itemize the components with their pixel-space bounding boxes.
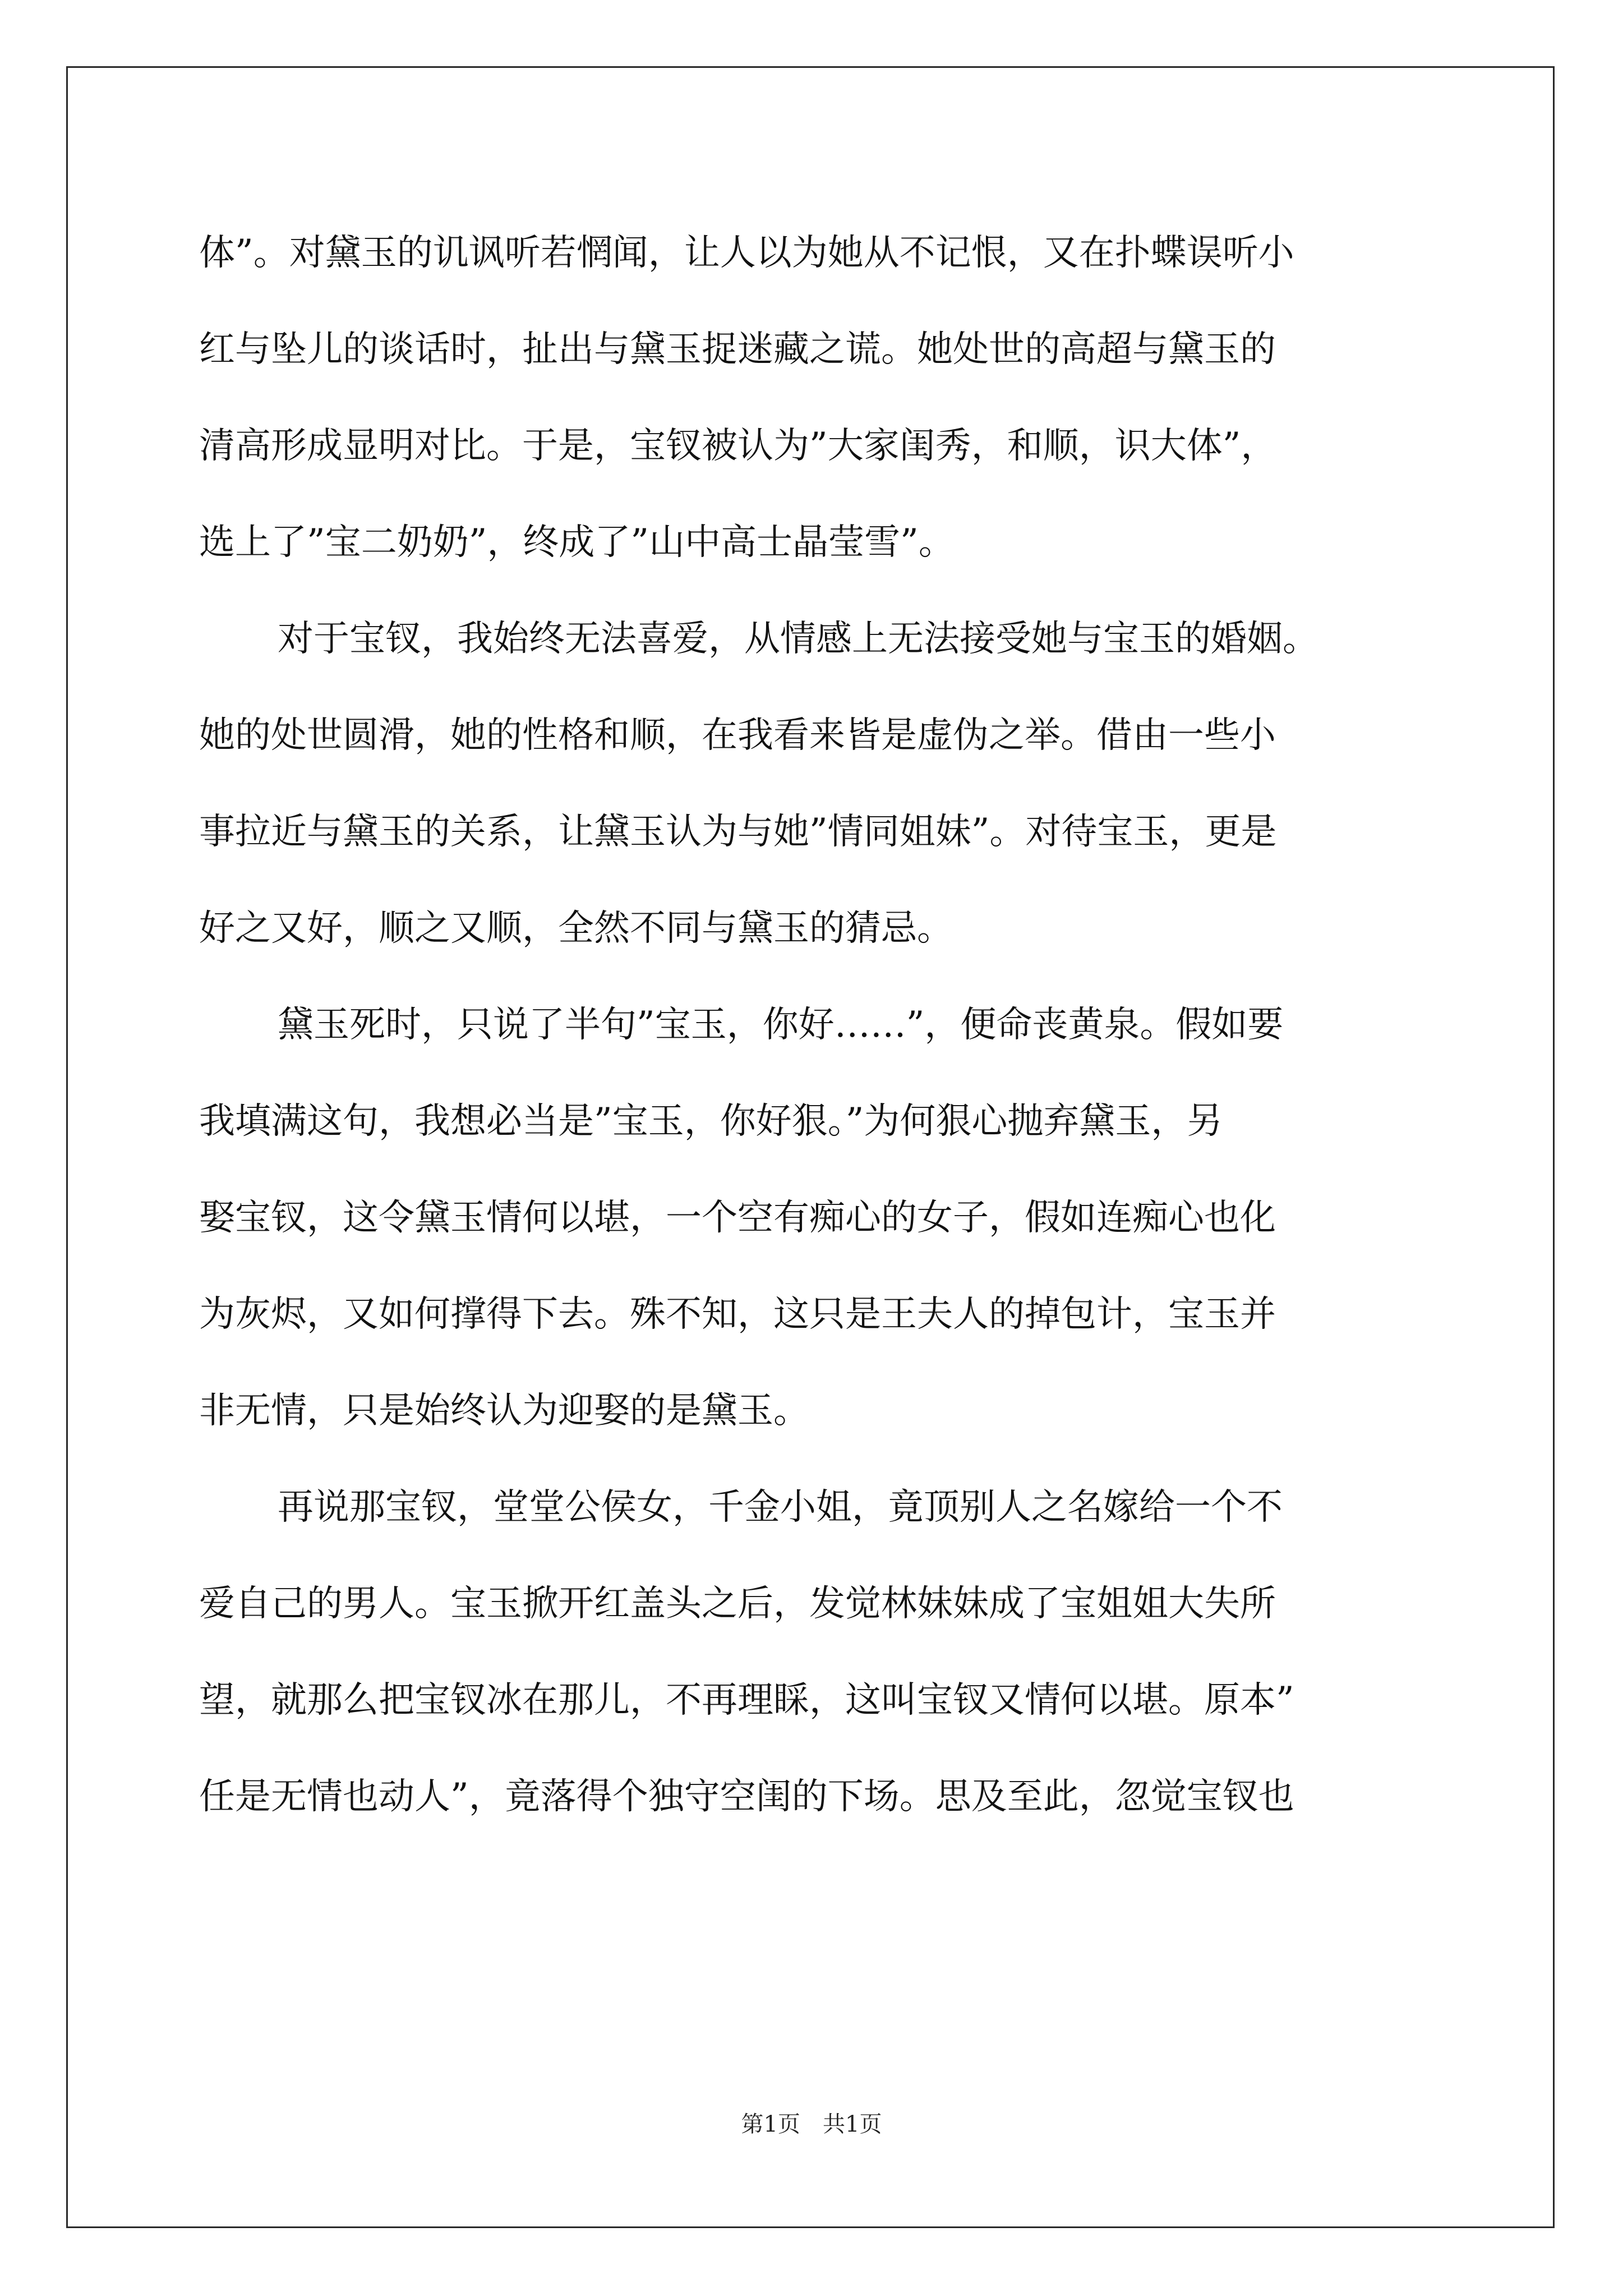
text-line: 为灰烬，又如何撑得下去。殊不知，这只是王夫人的掉包计，宝玉并	[199, 1294, 1276, 1335]
paragraph-1	[199, 205, 1427, 591]
text-line: 娶宝钗，这令黛玉情何以堪，一个空有痴心的女子，假如连痴心也化	[199, 1197, 1276, 1239]
paragraph-3	[199, 977, 1427, 1459]
text-line: 我填满这句，我想必当是”宝玉，你好狠。”为何狠心抛弃黛玉，另	[199, 1101, 1223, 1142]
text-line: 选上了”宝二奶奶”，终成了”山中高士晶莹雪”。	[199, 522, 955, 563]
text-line: 对于宝钗，我始终无法喜爱，从情感上无法接受她与宝玉的婚姻。	[278, 618, 1318, 660]
text-line: 任是无情也动人”，竟落得个独守空闺的下场。思及至此，忽觉宝钗也	[199, 1776, 1294, 1818]
text-line: 红与坠儿的谈话时，扯出与黛玉捉迷藏之谎。她处世的高超与黛玉的	[199, 329, 1276, 370]
text-line: 再说那宝钗，堂堂公侯女，千金小姐，竟顶别人之名嫁给一个不	[278, 1487, 1283, 1528]
text-line: 爱自己的男人。宝玉掀开红盖头之后，发觉林妹妹成了宝姐姐大失所	[199, 1583, 1276, 1625]
text-line: 望，就那么把宝钗冰在那儿，不再理睬，这叫宝钗又情何以堪。原本”	[199, 1680, 1294, 1721]
paragraph-4	[199, 1459, 1427, 1845]
text-line: 清高形成显明对比。于是，宝钗被认为”大家闺秀，和顺，识大体”，	[199, 425, 1277, 467]
text-line: 她的处世圆滑，她的性格和顺，在我看来皆是虚伪之举。借由一些小	[199, 715, 1276, 756]
paragraph-2	[199, 591, 1427, 977]
text-line: 事拉近与黛玉的关系，让黛玉认为与她”情同姐妹”。对待宝玉，更是	[199, 811, 1277, 853]
text-line: 好之又好，顺之又顺，全然不同与黛玉的猜忌。	[199, 908, 953, 949]
text-line: 黛玉死时，只说了半句”宝玉，你好……”，便命丧黄泉。假如要	[278, 1004, 1284, 1046]
page-footer: 第1页 共1页	[741, 2111, 882, 2137]
text-line: 体”。对黛玉的讥讽听若惘闻，让人以为她从不记恨，又在扑蝶误听小	[199, 232, 1294, 274]
text-line: 非无情，只是始终认为迎娶的是黛玉。	[199, 1390, 809, 1432]
document-body	[199, 205, 1427, 1845]
